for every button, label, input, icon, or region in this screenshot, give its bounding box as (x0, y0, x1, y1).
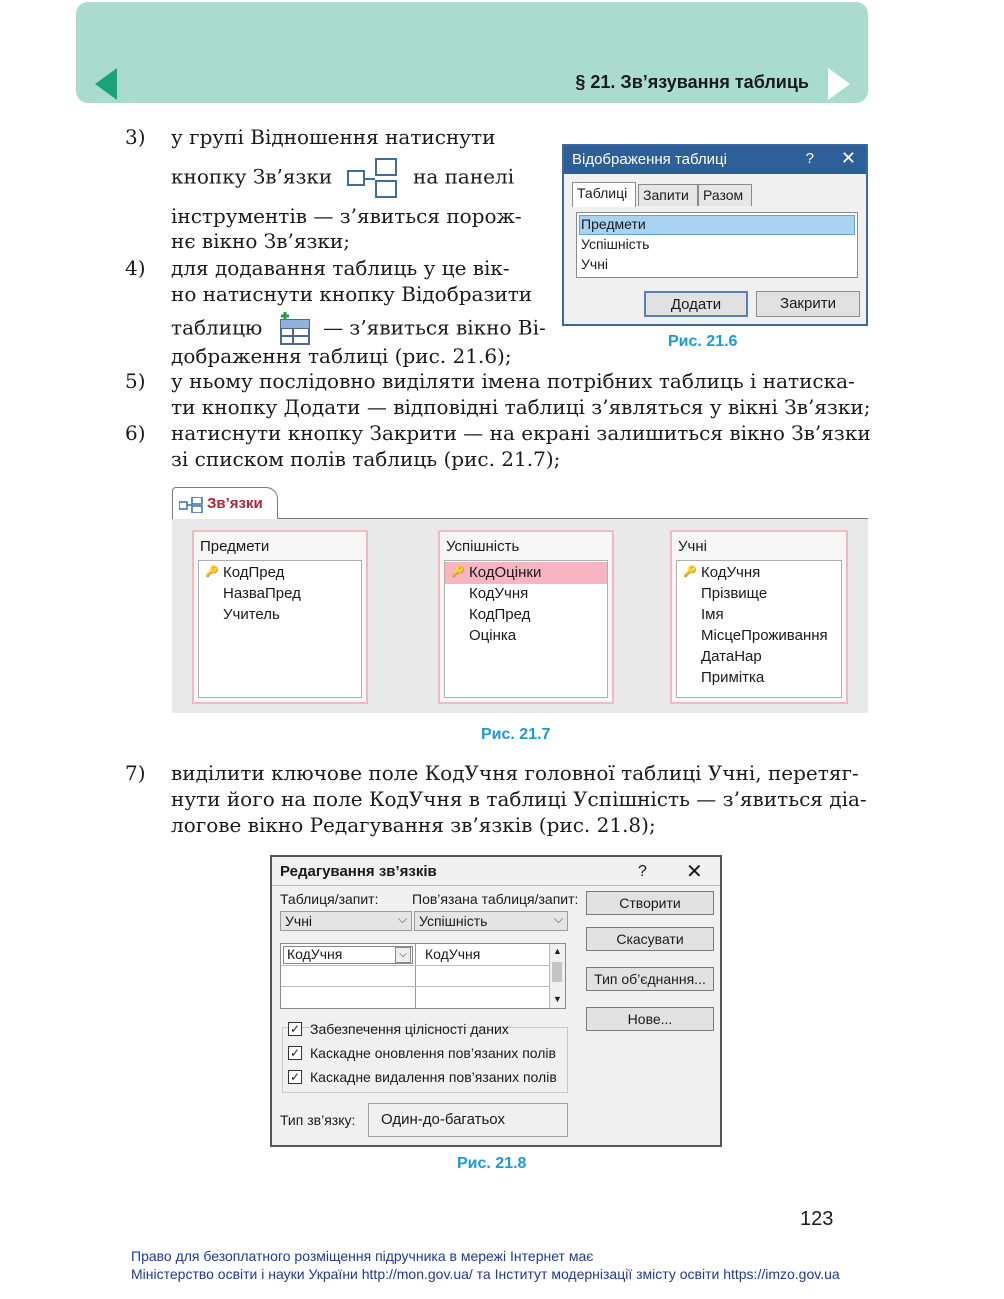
close-icon[interactable]: ✕ (686, 861, 703, 883)
tab-queries[interactable]: Запити (638, 184, 698, 206)
field-item[interactable]: КодУчня (701, 564, 761, 581)
related-table-label: Пов’язана таблиця/запит: (412, 891, 579, 907)
cancel-button[interactable]: Скасувати (586, 927, 714, 951)
relationships-icon (347, 158, 399, 198)
cascade-delete-label: Каскадне видалення пов’язаних полів (310, 1069, 557, 1085)
step-3-number: 3) (125, 125, 146, 149)
table-box-title: Предмети (200, 538, 270, 555)
figure-21-6-caption: Рис. 21.6 (668, 333, 738, 350)
step-7-line-3: логове вікно Редагування зв’язків (рис. 21.8); (171, 813, 656, 837)
next-page-arrow-icon[interactable] (828, 68, 850, 100)
checkbox-cascade-update[interactable]: ✓ (289, 1046, 301, 1060)
step-5-line-2: ти кнопку Додати — відповідні таблиці з’являться у вікні Зв’язки; (171, 395, 871, 419)
relationship-type-value: Один-до-багатьох (368, 1103, 568, 1137)
title-divider (272, 885, 720, 886)
field-item[interactable]: МісцеПроживання (701, 627, 828, 644)
chevron-down-icon[interactable]: ⌵ (395, 947, 411, 963)
prev-page-arrow-icon[interactable] (95, 68, 117, 100)
primary-key-icon: 🔑 (451, 565, 465, 578)
grid-row-divider (281, 965, 549, 966)
related-table-select[interactable] (414, 911, 568, 931)
primary-key-icon: 🔑 (205, 565, 219, 578)
list-item[interactable]: Предмети (581, 216, 646, 232)
grid-row-divider (281, 986, 549, 987)
primary-key-icon: 🔑 (683, 565, 697, 578)
new-button[interactable]: Нове... (586, 1007, 714, 1031)
step-4-line-2: но натиснути кнопку Відобразити (171, 282, 533, 306)
field-item[interactable]: КодПред (223, 564, 285, 581)
cascade-update-label: Каскадне оновлення пов’язаних полів (310, 1045, 556, 1061)
relationship-type-label: Тип зв’язку: (280, 1112, 356, 1128)
field-item[interactable]: ДатаНар (701, 648, 762, 665)
table-select[interactable] (280, 911, 412, 931)
step-7-line-1: виділити ключове поле КодУчня головної таблиці Учні, перетяг- (171, 761, 859, 785)
step-3-line-4: нє вікно Зв’язки; (171, 229, 350, 253)
table-box-students[interactable] (670, 530, 848, 704)
chevron-down-icon: ⌵ (553, 912, 563, 926)
create-button[interactable]: Створити (586, 891, 714, 915)
field-item[interactable]: Імя (701, 606, 724, 623)
table-query-label: Таблиця/запит: (280, 891, 379, 907)
table-select-value: Учні (285, 913, 313, 929)
field-item[interactable]: НазваПред (223, 585, 301, 602)
step-3-line-2a: кнопку Зв’язки (171, 164, 333, 189)
field-item[interactable]: Оцінка (469, 627, 517, 644)
close-button[interactable]: Закрити (756, 291, 860, 317)
figure-21-7-caption: Рис. 21.7 (481, 726, 551, 743)
tab-both[interactable]: Разом (698, 184, 752, 206)
table-box-title: Успішність (446, 538, 520, 555)
chevron-down-icon: ⌵ (397, 912, 407, 926)
checkbox-referential-integrity[interactable]: ✓ (289, 1022, 301, 1036)
footer-line-1: Право для безоплатного розміщення підручника в мережі Інтернет має (131, 1248, 594, 1264)
show-table-dialog-titlebar (564, 146, 866, 174)
step-6-number: 6) (125, 421, 146, 445)
step-4-line-3 (171, 312, 546, 346)
field-list (444, 560, 608, 698)
relationships-tab-icon (179, 497, 203, 513)
footer-line-2: Міністерство освіти і науки України http://mon.gov.ua/ та Інститут модернізації змісту освіти https://imzo.gov.ua (131, 1266, 840, 1282)
table-box-grades[interactable] (438, 530, 614, 704)
step-4-number: 4) (125, 256, 146, 280)
right-field-value[interactable]: КодУчня (425, 946, 481, 962)
field-mapping-grid (280, 943, 566, 1009)
step-7-number: 7) (125, 761, 146, 785)
step-3-line-2b: на панелі (412, 164, 515, 189)
step-5-number: 5) (125, 369, 146, 393)
step-4-line-1: для додавання таблиць у це вік- (171, 256, 510, 280)
step-3-line-2 (171, 158, 514, 198)
relationships-window (172, 487, 868, 713)
show-table-dialog-title: Відображення таблиці (572, 151, 727, 168)
help-icon[interactable]: ? (805, 150, 814, 167)
section-title: § 21. Зв’язування таблиць (575, 72, 809, 92)
relationships-tab-label: Зв’язки (207, 495, 263, 512)
field-item[interactable]: Учитель (223, 606, 280, 623)
step-3-line-3: інструментів — з’явиться порож- (171, 204, 522, 228)
grid-scrollbar[interactable] (549, 944, 565, 1008)
scroll-down-icon[interactable]: ▼ (553, 994, 562, 1004)
checkbox-cascade-delete[interactable]: ✓ (289, 1070, 301, 1084)
table-box-title: Учні (678, 538, 707, 555)
field-item[interactable]: КодУчня (469, 585, 529, 602)
referential-integrity-label: Забезпечення цілісності даних (310, 1021, 509, 1037)
field-item[interactable]: Прізвище (701, 585, 768, 602)
list-item[interactable]: Успішність (581, 236, 650, 252)
step-7-line-2: нути його на поле КодУчня в таблиці Успішність — з’явиться діа- (171, 787, 867, 811)
grid-column-divider (415, 944, 416, 1008)
add-button[interactable]: Додати (644, 291, 748, 317)
close-icon[interactable]: ✕ (840, 148, 856, 168)
field-list (198, 560, 362, 698)
step-4-line-4: дображення таблиці (рис. 21.6); (171, 344, 512, 368)
show-table-icon (275, 312, 311, 346)
field-item[interactable]: Примітка (701, 669, 765, 686)
join-type-button[interactable]: Тип об’єднання... (586, 967, 714, 991)
step-3-line-1: у групі Відношення натиснути (171, 125, 496, 149)
show-table-dialog (562, 144, 868, 326)
edit-relationships-title: Редагування зв’язків (280, 863, 437, 880)
step-4-line-3a: таблицю (171, 315, 263, 340)
scroll-thumb[interactable] (552, 962, 562, 982)
list-item[interactable]: Учні (581, 256, 609, 272)
table-box-subjects[interactable] (192, 530, 368, 704)
step-6-line-1: натиснути кнопку Закрити — на екрані залишиться вікно Зв’язки (171, 421, 871, 445)
step-6-line-2: зі списком полів таблиць (рис. 21.7); (171, 447, 561, 471)
figure-21-8-caption: Рис. 21.8 (457, 1155, 527, 1172)
help-icon[interactable]: ? (638, 863, 647, 880)
step-4-line-3b: — з’явиться вікно Ві- (323, 315, 546, 340)
field-list (676, 560, 842, 698)
tab-tables[interactable]: Таблиці (572, 182, 636, 207)
edit-relationships-dialog (270, 855, 722, 1147)
page-number: 123 (800, 1208, 834, 1230)
field-item[interactable]: КодПред (469, 606, 531, 623)
step-5-line-1: у ньому послідовно виділяти імена потрібних таблиць і натиска- (171, 369, 855, 393)
table-listbox (576, 212, 858, 278)
relationships-tab[interactable] (172, 487, 278, 519)
left-field-value: КодУчня (287, 946, 343, 962)
field-item[interactable]: КодОцінки (469, 564, 542, 581)
related-table-select-value: Успішність (419, 913, 488, 929)
scroll-up-icon[interactable]: ▲ (553, 946, 562, 956)
